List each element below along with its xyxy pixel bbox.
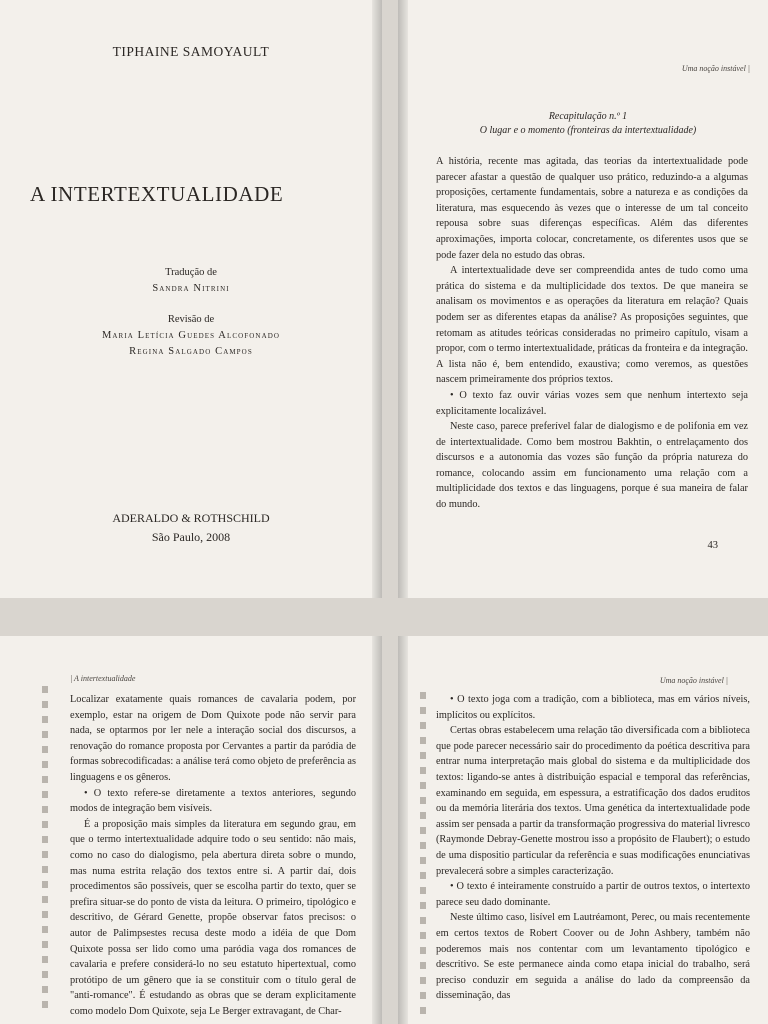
publisher-name: ADERALDO & ROTHSCHILD [112, 511, 270, 525]
translation-label: Tradução de [165, 267, 217, 278]
gutter-shadow [398, 636, 408, 1024]
title-page [0, 0, 382, 598]
paragraph: Neste caso, parece preferível falar de dialogismo e de polifonia em vez de intertextualidade. Como bem mostrou Bakhtin, o entrelaçamento dos discursos e a autonomia das vozes são função da própria natureza do romance, colocando assim em funcionamento uma relação com a multiplicidade dos textos e das linguagens, porque é sua maneira de falar do mundo. [436, 421, 748, 511]
publisher-block [0, 509, 382, 547]
page-number: 43 [707, 540, 718, 551]
reviser-name-2: Regina Salgado Campos [129, 346, 253, 357]
paragraph: É a proposição mais simples da literatura em segundo grau, em que o termo intertextualidade adquire todo o seu sentido: não mais, como no caso do dialogismo, pela abertura direta sobre o mundo, mas numa estrita relação dos textos entre si. A partir daí, dois procedimentos são possíveis, quer se escolha partir do texto, quer se prefira situar-se do ponto de vista da leitura. O primeiro, tipológico e descritivo, de Gérard Genette, propõe observar fatos precisos: o autor de Palimpsestes recusa deste modo a idéia de que Dom Quixote possa ser lido como uma paródia vaga dos romances de cavalaria e prefere considerá-lo no seu estatuto hipertextual, como protótipo de um gênero que ia se constituir com o título geral de "anti-romance". É estudando as obras que se deram explicitamente como modelo Dom Quixote, seja Le Berger extravagant, de Char- [70, 818, 356, 1017]
margin-marks [420, 692, 426, 1016]
gutter-shadow [398, 0, 408, 598]
paragraph: • O texto refere-se diretamente a textos anteriores, segundo modos de integração bem visíveis. [70, 787, 356, 815]
gutter-shadow [372, 636, 382, 1024]
revision-label: Revisão de [167, 314, 215, 325]
recap-heading [428, 110, 748, 138]
reviser-name-1: Maria Letícia Guedes Alcofonado [101, 330, 281, 341]
body-text [436, 692, 750, 1004]
running-head: | A intertextualidade [70, 674, 136, 683]
translator-name: Sandra Nitrini [152, 283, 230, 294]
author-name: TIPHAINE SAMOYAULT [112, 44, 270, 59]
running-head: Uma noção instável | [681, 64, 750, 73]
paragraph: A intertextualidade deve ser compreendida antes de tudo como uma prática do sistema e da multiplicidade dos textos. De que maneira se analisam os movimentos e as operações da literatura em relação? Quais podem ser as diferentes etapas da análise? As proposições seguintes, que retomam as atitudes teóricas consideradas no primeiro capítulo, visam a propor, com o termo intertextualidade, práticas da fronteira e da integração. A lista não é, bem entendido, exaustiva; como veremos, as questões nascem primeiramente dos próprios textos. [436, 265, 748, 386]
paragraph: • O texto joga com a tradição, com a biblioteca, mas em vários níveis, implícitos ou explícitos. [436, 694, 750, 721]
book-page-45 [398, 636, 768, 1024]
book-page-43 [398, 0, 768, 598]
paragraph: • O texto faz ouvir várias vozes sem que nenhum intertexto seja explicitamente localizável. [436, 389, 748, 417]
paragraph: Neste último caso, lisível em Lautréamont, Perec, ou mais recentemente em certos textos de Robert Coover ou de John Ashbery, também não poderemos mais nos contentar com um levantamento tipológico e descritivo. Se este permanece ainda como etapa inicial do trabalho, será preciso conduzir em seguida a análise do lado da compreensão da disseminação, das [436, 912, 750, 1002]
paragraph: A história, recente mas agitada, das teorias da intertextualidade pode parecer afastar a questão de qualquer uso prático, reduzindo-a a algumas proposições, certamente fundamentais, sobre a natureza e as condições da literatura, mas esquecendo às vezes que o interesse de um tal conceito repousa sobre suas diferenças específicas. Além das diferentes aproximações, importa colocar, concretamente, os diferentes usos que se pode fazer dela no estudo das obras. [436, 156, 748, 261]
running-head: Uma noção instável | [659, 676, 728, 685]
publication-place-year: São Paulo, 2008 [151, 530, 231, 544]
revision-credit [0, 312, 382, 360]
paragraph: Certas obras estabelecem uma relação tão diversificada com a biblioteca que pode parecer necessário sair do procedimento da poética descritiva para entrar numa interpretação mais global do sistema e da multiplicidade dos textos: ligando-se antes à distribuição espacial e temporal das referências, examinando em seguida, em espessura, a estratificação dos dados eruditos ou da memória literária dos textos. Uma genética da intertextualidade pode assim ser pensada a partir da transformação progressiva do material livresco (Raymonde Debray-Genette mostrou isso a propósito de Flaubert); o estudo de uma dispositio particular da referência e suas modificações enunciativas prevalecerá sobre a simples caracterização. [436, 725, 750, 877]
book-title: A INTERTEXTUALIDADE [30, 182, 284, 206]
paragraph: • O texto é inteiramente construído a partir de outros textos, o intertexto parece seu dado dominante. [436, 881, 750, 908]
paragraph: Localizar exatamente quais romances de cavalaria podem, por exemplo, estar na origem de Dom Quixote pode não servir para nada, se optarmos por ler nele a interação social dos discursos, a renovação do romance proposta por Cervantes a partir da paródia de formas sobrecodificadas: a análise terá como objeto de preferência as linguagens e os gêneros. [70, 694, 356, 783]
body-text [436, 154, 748, 513]
recap-subtitle: O lugar e o momento (fronteiras da intertextualidade) [479, 125, 697, 136]
body-text [70, 692, 356, 1019]
margin-marks [42, 686, 48, 1016]
book-page-44 [0, 636, 382, 1024]
translation-credit [0, 265, 382, 297]
recap-title: Recapitulação n.º 1 [548, 111, 628, 122]
